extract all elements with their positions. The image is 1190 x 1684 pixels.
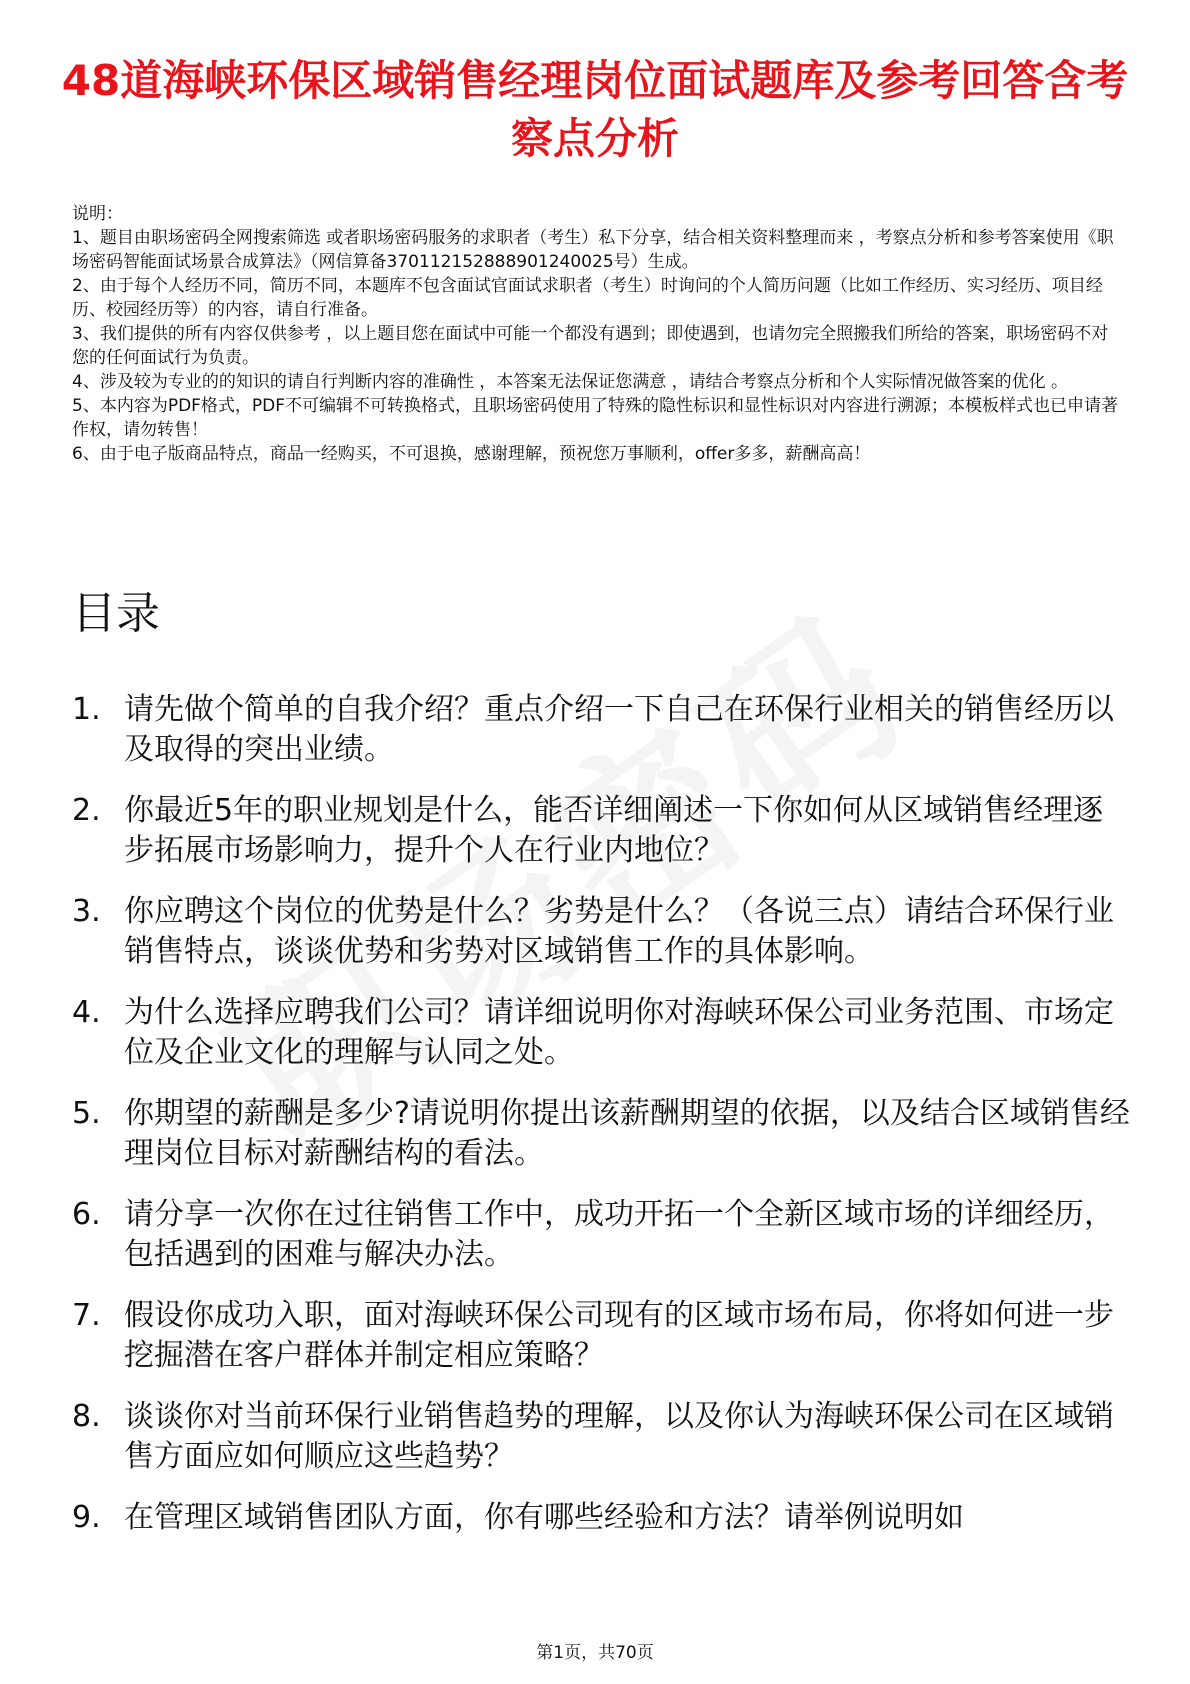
toc-heading: 目录	[72, 588, 160, 639]
toc-item-text: 假设你成功入职，面对海峡环保公司现有的区域市场布局，你将如何进一步挖掘潜在客户群体并制定相应策略？	[124, 1298, 1114, 1373]
toc-item-text: 你期望的薪酬是多少?请说明你提出该薪酬期望的依据，以及结合区域销售经理岗位目标对薪酬结构的看法。	[124, 1096, 1130, 1171]
toc-item-number: 7.	[72, 1298, 101, 1333]
toc-item-text: 你应聘这个岗位的优势是什么？劣势是什么？（各说三点）请结合环保行业销售特点，谈谈优势和劣势对区域销售工作的具体影响。	[124, 894, 1114, 969]
toc-item-text: 请先做个简单的自我介绍？重点介绍一下自己在环保行业相关的销售经历以及取得的突出业绩。	[124, 692, 1114, 767]
page-footer: 第1页，共70页	[536, 1643, 654, 1663]
toc-item-number: 6.	[72, 1197, 101, 1232]
toc-item-number: 9.	[72, 1500, 101, 1535]
toc-item[interactable]	[72, 892, 1132, 972]
note-item: 3、我们提供的所有内容仅供参考 ，以上题目您在面试中可能一个都没有遇到；即使遇到，也请勿完全照搬我们所给的答案，职场密码不对您的任何面试行为负责。	[72, 324, 1109, 368]
document-title: 48道海峡环保区域销售经理岗位面试题库及参考回答含考察点分析	[61, 56, 1129, 163]
toc-item-number: 1.	[72, 692, 101, 727]
toc-list	[72, 690, 1132, 1559]
toc-item-number: 8.	[72, 1399, 101, 1434]
note-item: 4、涉及较为专业的的知识的请自行判断内容的准确性 ，本答案无法保证您满意 ，请结合考察点分析和个人实际情况做答案的优化 。	[72, 372, 1069, 392]
toc-item[interactable]	[72, 1296, 1132, 1376]
toc-item[interactable]	[72, 1094, 1132, 1174]
toc-item-number: 4.	[72, 995, 101, 1030]
toc-item-number: 5.	[72, 1096, 101, 1131]
notes-heading: 说明：	[72, 204, 123, 224]
toc-item-text: 为什么选择应聘我们公司？请详细说明你对海峡环保公司业务范围、市场定位及企业文化的理解与认同之处。	[124, 995, 1114, 1070]
toc-item[interactable]	[72, 993, 1132, 1073]
toc-item-text: 你最近5年的职业规划是什么，能否详细阐述一下你如何从区域销售经理逐步拓展市场影响力，提升个人在行业内地位？	[124, 793, 1104, 868]
toc-item[interactable]	[72, 791, 1132, 871]
notes-block	[72, 202, 1122, 466]
toc-item-number: 3.	[72, 894, 101, 929]
note-item: 5、本内容为PDF格式，PDF不可编辑不可转换格式，且职场密码使用了特殊的隐性标识和显性标识对内容进行溯源；本模板样式也已申请著作权，请勿转售！	[72, 396, 1119, 440]
toc-item[interactable]	[72, 690, 1132, 770]
toc-item[interactable]	[72, 1498, 1132, 1538]
toc-item[interactable]	[72, 1195, 1132, 1275]
note-item: 2、由于每个人经历不同，简历不同，本题库不包含面试官面试求职者（考生）时询问的个人简历问题（比如工作经历、实习经历、项目经历、校园经历等）的内容，请自行准备。	[72, 276, 1103, 320]
toc-item[interactable]	[72, 1397, 1132, 1477]
note-item: 1、题目由职场密码全网搜索筛选 或者职场密码服务的求职者（考生）私下分享，结合相关资料整理而来 ，考察点分析和参考答案使用《职场密码智能面试场景合成算法》（网信算备370112152888901240025号）生成。	[72, 228, 1114, 272]
toc-item-text: 谈谈你对当前环保行业销售趋势的理解，以及你认为海峡环保公司在区域销售方面应如何顺应这些趋势？	[124, 1399, 1114, 1474]
toc-item-text: 请分享一次你在过往销售工作中，成功开拓一个全新区域市场的详细经历，包括遇到的困难与解决办法。	[124, 1197, 1114, 1272]
note-item: 6、由于电子版商品特点，商品一经购买，不可退换，感谢理解，预祝您万事顺利，offer多多，薪酬高高！	[72, 444, 871, 464]
toc-item-text: 在管理区域销售团队方面，你有哪些经验和方法？请举例说明如	[124, 1500, 964, 1535]
toc-item-number: 2.	[72, 793, 101, 828]
